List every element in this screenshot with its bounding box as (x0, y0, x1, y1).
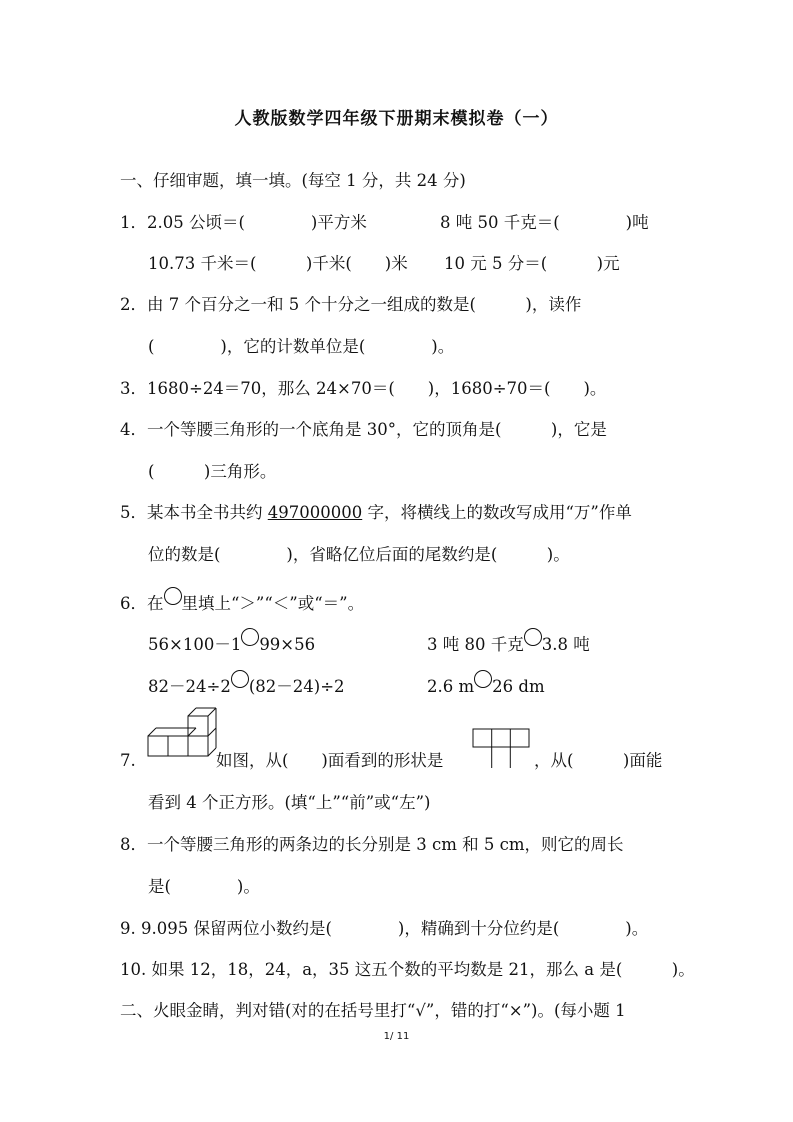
q7-tail: ，从( )面能 (534, 751, 663, 770)
q1-part-b: 8 吨 50 千克＝( )吨 (440, 213, 649, 232)
q7-line-2: 看到 4 个正方形。(填“上”“前”或“左”) (148, 793, 431, 812)
q6-item-3-left: 82－24÷2 (148, 677, 231, 696)
page-number: 1/ 11 (383, 1031, 410, 1042)
q5-suffix: 字，将横线上的数改写成用“万”作单 (362, 503, 632, 522)
q6-item-1 (148, 628, 315, 656)
q5-prefix: 5．某本书全书共约 (120, 503, 268, 522)
q6-item-4-right: 26 dm (492, 677, 545, 696)
q4-line-1: 4．一个等腰三角形的一个底角是 30°，它的顶角是( )，它是 (120, 420, 607, 439)
q10-line: 10. 如果 12，18，24，a，35 这五个数的平均数是 21，那么 a 是( )。 (120, 960, 695, 979)
q1-part-d: 10 元 5 分＝( )元 (444, 254, 620, 273)
q6-item-2-left: 3 吨 80 千克 (427, 635, 524, 654)
q1-part-c: 10.73 千米＝( )千米( )米 (148, 254, 408, 273)
q9-line: 9. 9.095 保留两位小数约是( )，精确到十分位约是( )。 (120, 919, 649, 938)
compare-circle-icon (164, 587, 182, 605)
q2-line-2: ( )，它的计数单位是( )。 (148, 337, 455, 356)
q6-item-4-left: 2.6 m (427, 677, 475, 696)
q7-number: 7. (120, 751, 136, 770)
q4-line-2: ( )三角形。 (148, 462, 277, 481)
page-title: 人教版数学四年级下册期末模拟卷（一） (234, 109, 559, 129)
q5-underlined-number: 497000000 (267, 503, 363, 522)
section-one-heading: 一、仔细审题，填一填。(每空 1 分，共 24 分) (120, 171, 466, 190)
q6-item-2 (427, 628, 590, 656)
cube-stack-figure (146, 706, 218, 766)
q6-suffix: 里填上“＞”“＜”或“＝”。 (181, 594, 365, 613)
q6-item-3-right: (82－24)÷2 (248, 677, 345, 696)
compare-circle-icon (231, 670, 249, 688)
compare-circle-icon (524, 628, 542, 646)
q2-line-1: 2．由 7 个百分之一和 5 个十分之一组成的数是( )，读作 (120, 295, 582, 314)
section-two-heading: 二、火眼金睛，判对错(对的在括号里打“√”，错的打“×”)。(每小题 1 (120, 1001, 626, 1020)
q6-item-2-right: 3.8 吨 (541, 635, 590, 654)
q6-item-4 (427, 670, 545, 698)
q8-line-1: 8．一个等腰三角形的两条边的长分别是 3 cm 和 5 cm，则它的周长 (120, 835, 624, 854)
q6-item-3 (148, 670, 345, 698)
compare-circle-icon (241, 628, 259, 646)
q5-line-1 (120, 502, 632, 524)
q6-instruction (120, 587, 364, 615)
q7-text: 如图，从( )面看到的形状是 (216, 751, 444, 770)
q1-part-a: 1．2.05 公顷＝( )平方米 (120, 213, 367, 232)
q8-line-2: 是( )。 (148, 877, 260, 896)
q6-item-1-right: 99×56 (259, 635, 316, 654)
compare-circle-icon (474, 670, 492, 688)
q6-item-1-left: 56×100－1 (148, 635, 242, 654)
q3-line: 3．1680÷24＝70，那么 24×70＝( )，1680÷70＝( )。 (120, 379, 607, 398)
q6-prefix: 6．在 (120, 594, 164, 613)
view-shape-figure (472, 728, 532, 770)
q5-line-2: 位的数是( )，省略亿位后面的尾数约是( )。 (148, 545, 570, 564)
